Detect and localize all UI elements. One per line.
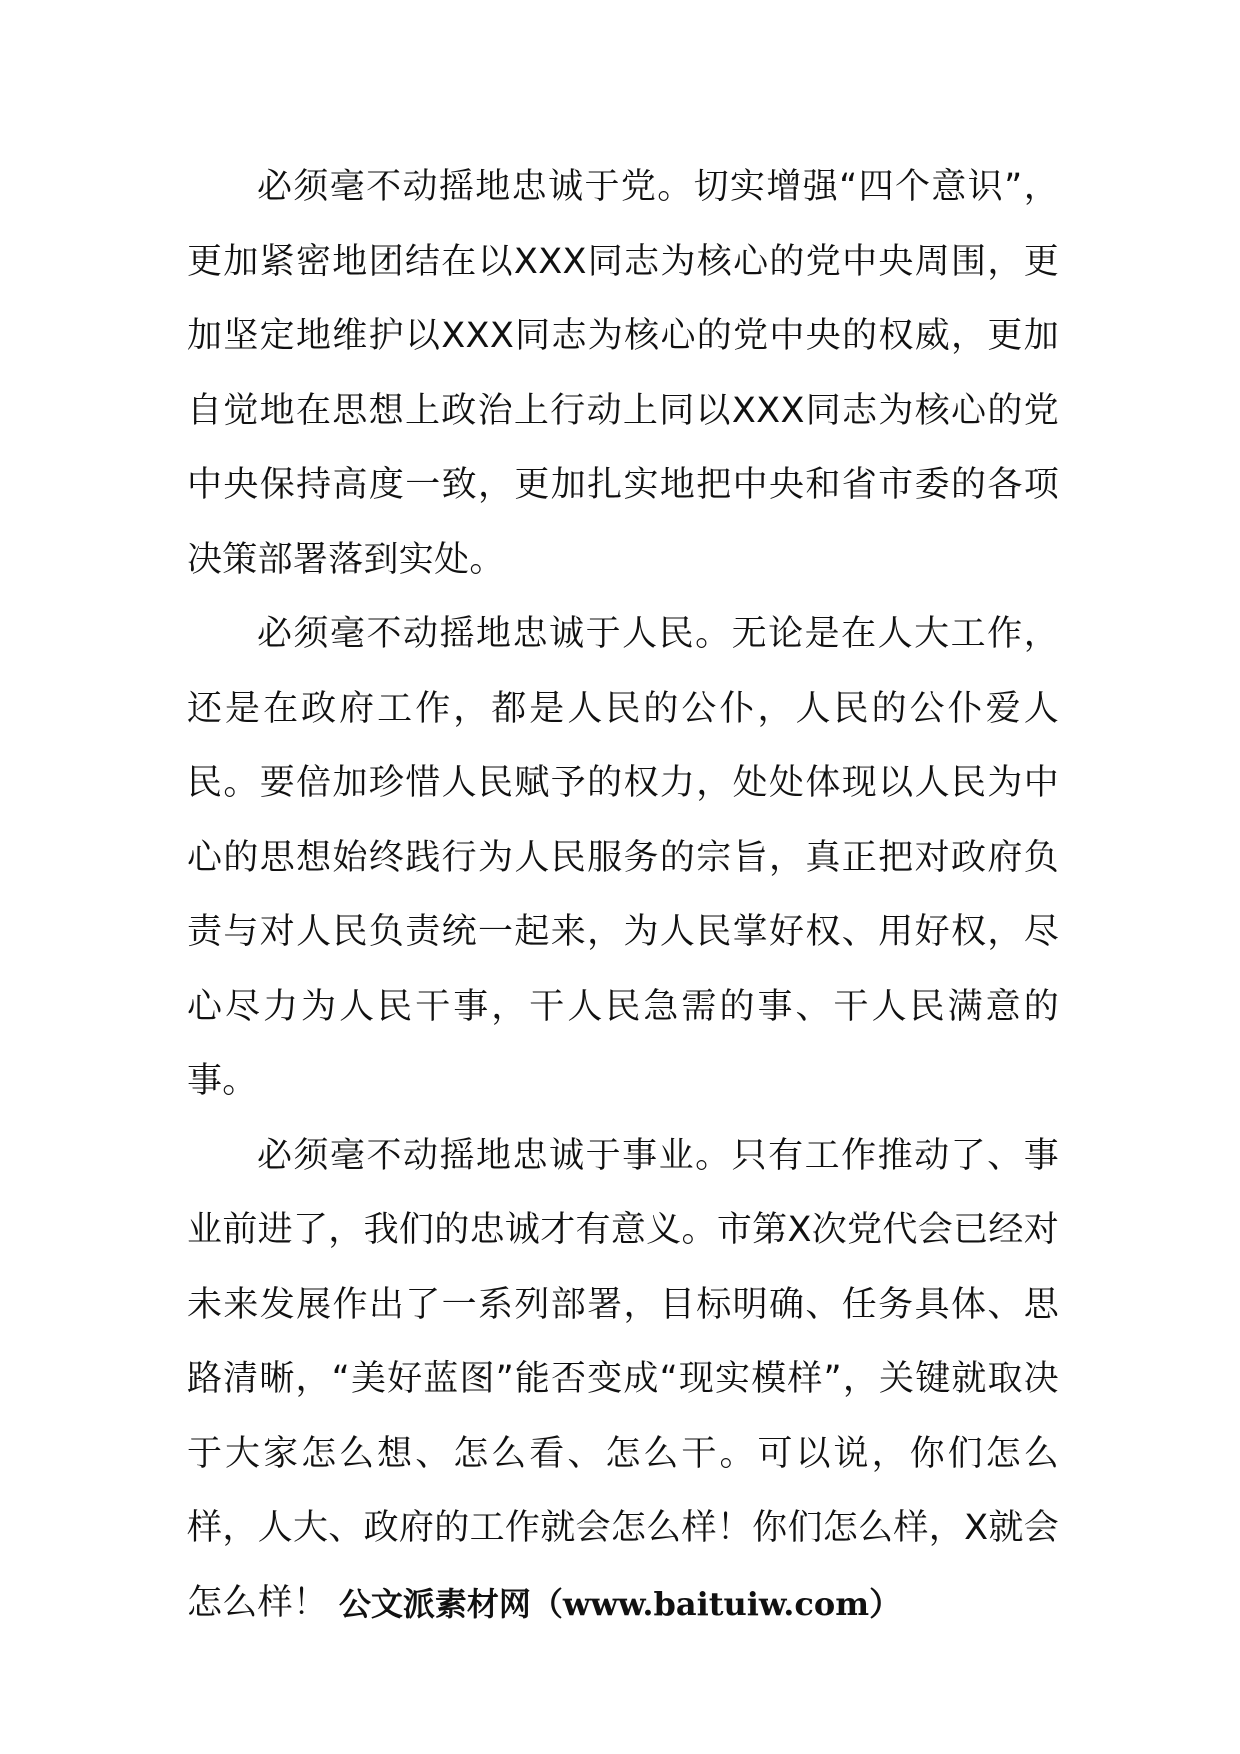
paragraph-loyal-to-people: 必须毫不动摇地忠诚于人民。无论是在人大工作，还是在政府工作，都是人民的公仆，人民的公仆爱人民。要倍加珍惜人民赋予的权力，处处体现以人民为中心的思想始终践行为人民服务的宗旨，真正把对政府负责与对人民负责统一起来，为人民掌好权、用好权，尽心尽力为人民干事，干人民急需的事、干人民满意的事。 <box>187 614 1059 1101</box>
paragraph-loyal-to-cause: 必须毫不动摇地忠诚于事业。只有工作推动了、事业前进了，我们的忠诚才有意义。市第X次党代会已经对未来发展作出了一系列部署，目标明确、任务具体、思路清晰，“美好蓝图”能否变成“现实模样”，关键就取决于大家怎么想、怎么看、怎么干。可以说，你们怎么样，人大、政府的工作就会怎么样！你们怎么样，X就会怎么样！ <box>187 1135 1059 1623</box>
paragraph-loyal-to-party: 必须毫不动摇地忠诚于党。切实增强“四个意识”，更加紧密地团结在以XXX同志为核心的党中央周围，更加坚定地维护以XXX同志为核心的党中央的权威，更加自觉地在思想上政治上行动上同以XXX同志为核心的党中央保持高度一致，更加扎实地把中央和省市委的各项决策部署落到实处。 <box>187 167 1059 580</box>
document-body <box>187 150 1059 1640</box>
footer-watermark: 公文派素材网（www.baituiw.com） <box>338 1585 902 1623</box>
